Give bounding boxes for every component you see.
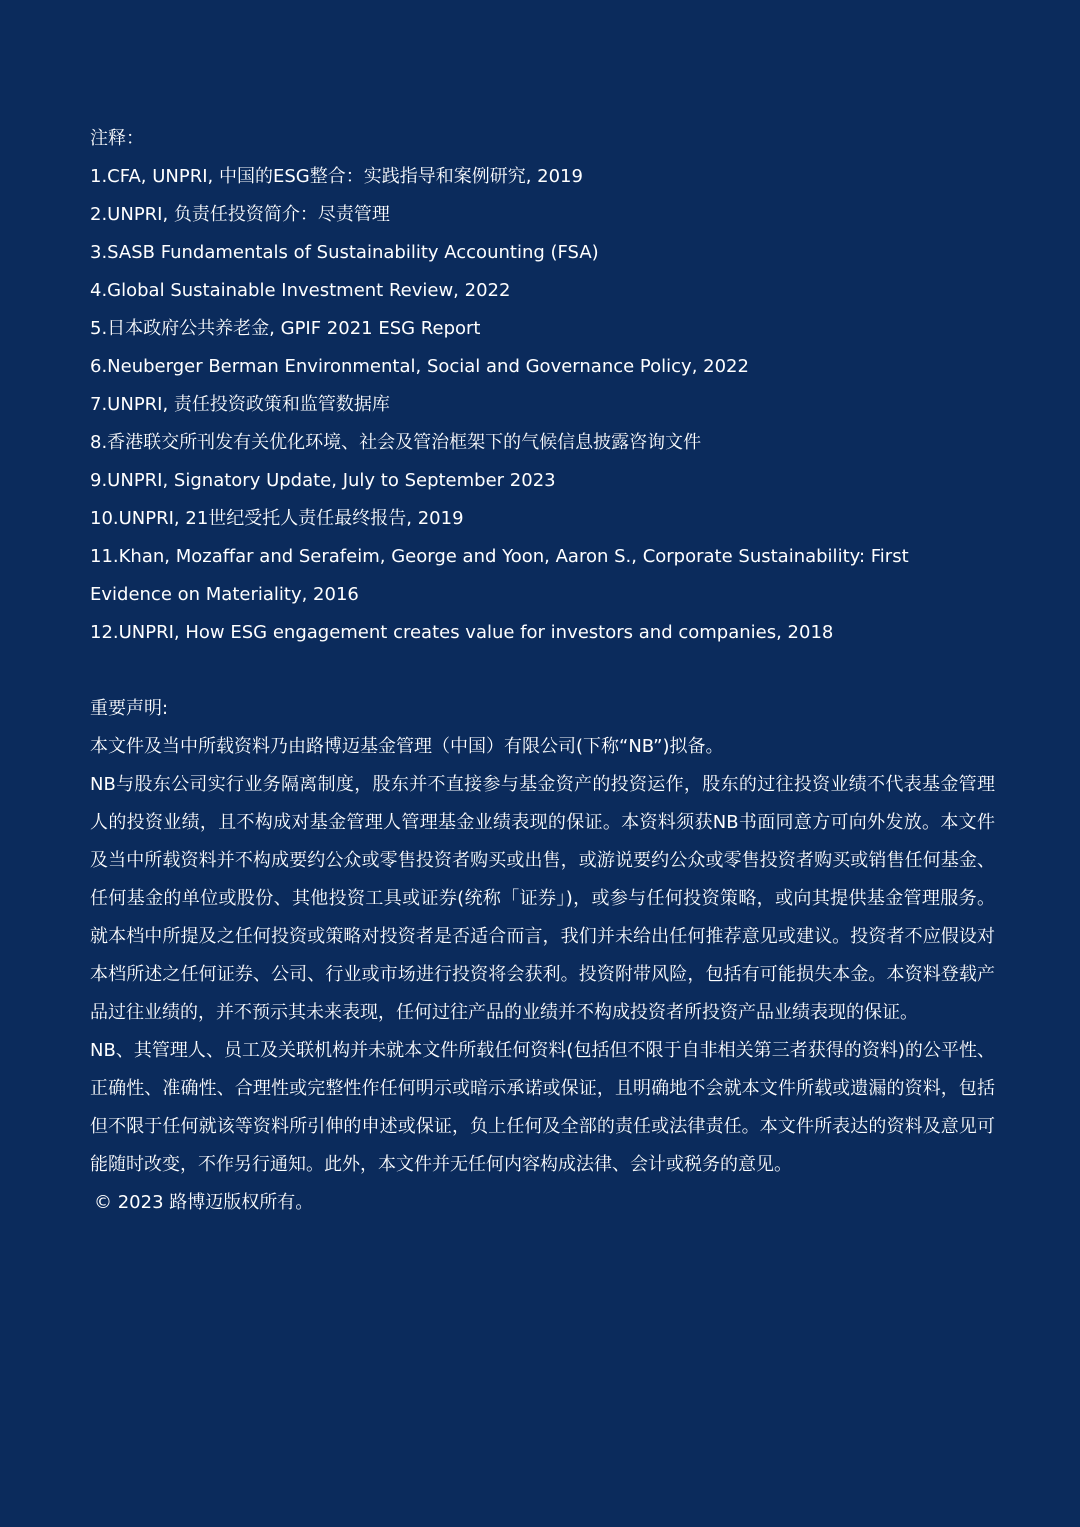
note-item: 5.日本政府公共养老金, GPIF 2021 ESG Report: [90, 318, 481, 339]
note-item: 4.Global Sustainable Investment Review, 2022: [90, 280, 511, 301]
disclaimer-paragraph: NB、其管理人、员工及关联机构并未就本文件所载任何资料(包括但不限于自非相关第三者获得的资料)的公平性、正确性、准确性、合理性或完整性作任何明示或暗示承诺或保证，且明确地不会就本文件所载或遗漏的资料，包括但不限于任何就该等资料所引伸的申述或保证，负上任何及全部的责任或法律责任。本文件所表达的资料及意见可能随时改变，不作另行通知。此外，本文件并无任何内容构成法律、会计或税务的意见。: [90, 1040, 995, 1175]
note-item: 10.UNPRI, 21世纪受托人责任最终报告, 2019: [90, 508, 464, 529]
section-spacer: [90, 652, 995, 690]
note-item: 9.UNPRI, Signatory Update, July to September 2023: [90, 470, 556, 491]
note-item: 7.UNPRI, 责任投资政策和监管数据库: [90, 394, 390, 415]
disclaimer-paragraph: 本文件及当中所载资料乃由路博迈基金管理（中国）有限公司(下称“NB”)拟备。: [90, 736, 724, 757]
note-item: 8.香港联交所刊发有关优化环境、社会及管治框架下的气候信息披露咨询文件: [90, 432, 702, 453]
notes-heading: 注释：: [90, 128, 144, 149]
note-item: 6.Neuberger Berman Environmental, Social and Governance Policy, 2022: [90, 356, 749, 377]
note-item: 12.UNPRI, How ESG engagement creates value for investors and companies, 2018: [90, 622, 834, 643]
note-item: 2.UNPRI, 负责任投资简介：尽责管理: [90, 204, 390, 225]
disclaimer-paragraph: NB与股东公司实行业务隔离制度，股东并不直接参与基金资产的投资运作，股东的过往投资业绩不代表基金管理人的投资业绩，且不构成对基金管理人管理基金业绩表现的保证。本资料须获NB书面同意方可向外发放。本文件及当中所载资料并不构成要约公众或零售投资者购买或出售，或游说要约公众或零售投资者购买或销售任何基金、任何基金的单位或股份、其他投资工具或证券(统称「证券」)，或参与任何投资策略，或向其提供基金管理服务。就本档中所提及之任何投资或策略对投资者是否适合而言，我们并未给出任何推荐意见或建议。投资者不应假设对本档所述之任何证券、公司、行业或市场进行投资将会获利。投资附带风险，包括有可能损失本金。本资料登载产品过往业绩的，并不预示其未来表现，任何过往产品的业绩并不构成投资者所投资产品业绩表现的保证。: [90, 774, 995, 1023]
note-item: 3.SASB Fundamentals of Sustainability Accounting (FSA): [90, 242, 599, 263]
notes-section: [90, 120, 995, 652]
document-body: [90, 120, 995, 1222]
notes-list: [90, 158, 995, 652]
note-item: 1.CFA, UNPRI, 中国的ESG整合：实践指导和案例研究, 2019: [90, 166, 583, 187]
copyright-notice: © 2023 路博迈版权所有。: [94, 1192, 314, 1213]
disclaimer-section: [90, 690, 995, 1222]
disclaimer-heading: 重要声明:: [90, 698, 169, 719]
note-item: 11.Khan, Mozaffar and Serafeim, George and Yoon, Aaron S., Corporate Sustainability: First Evidence on Materiality, 2016: [90, 546, 909, 605]
